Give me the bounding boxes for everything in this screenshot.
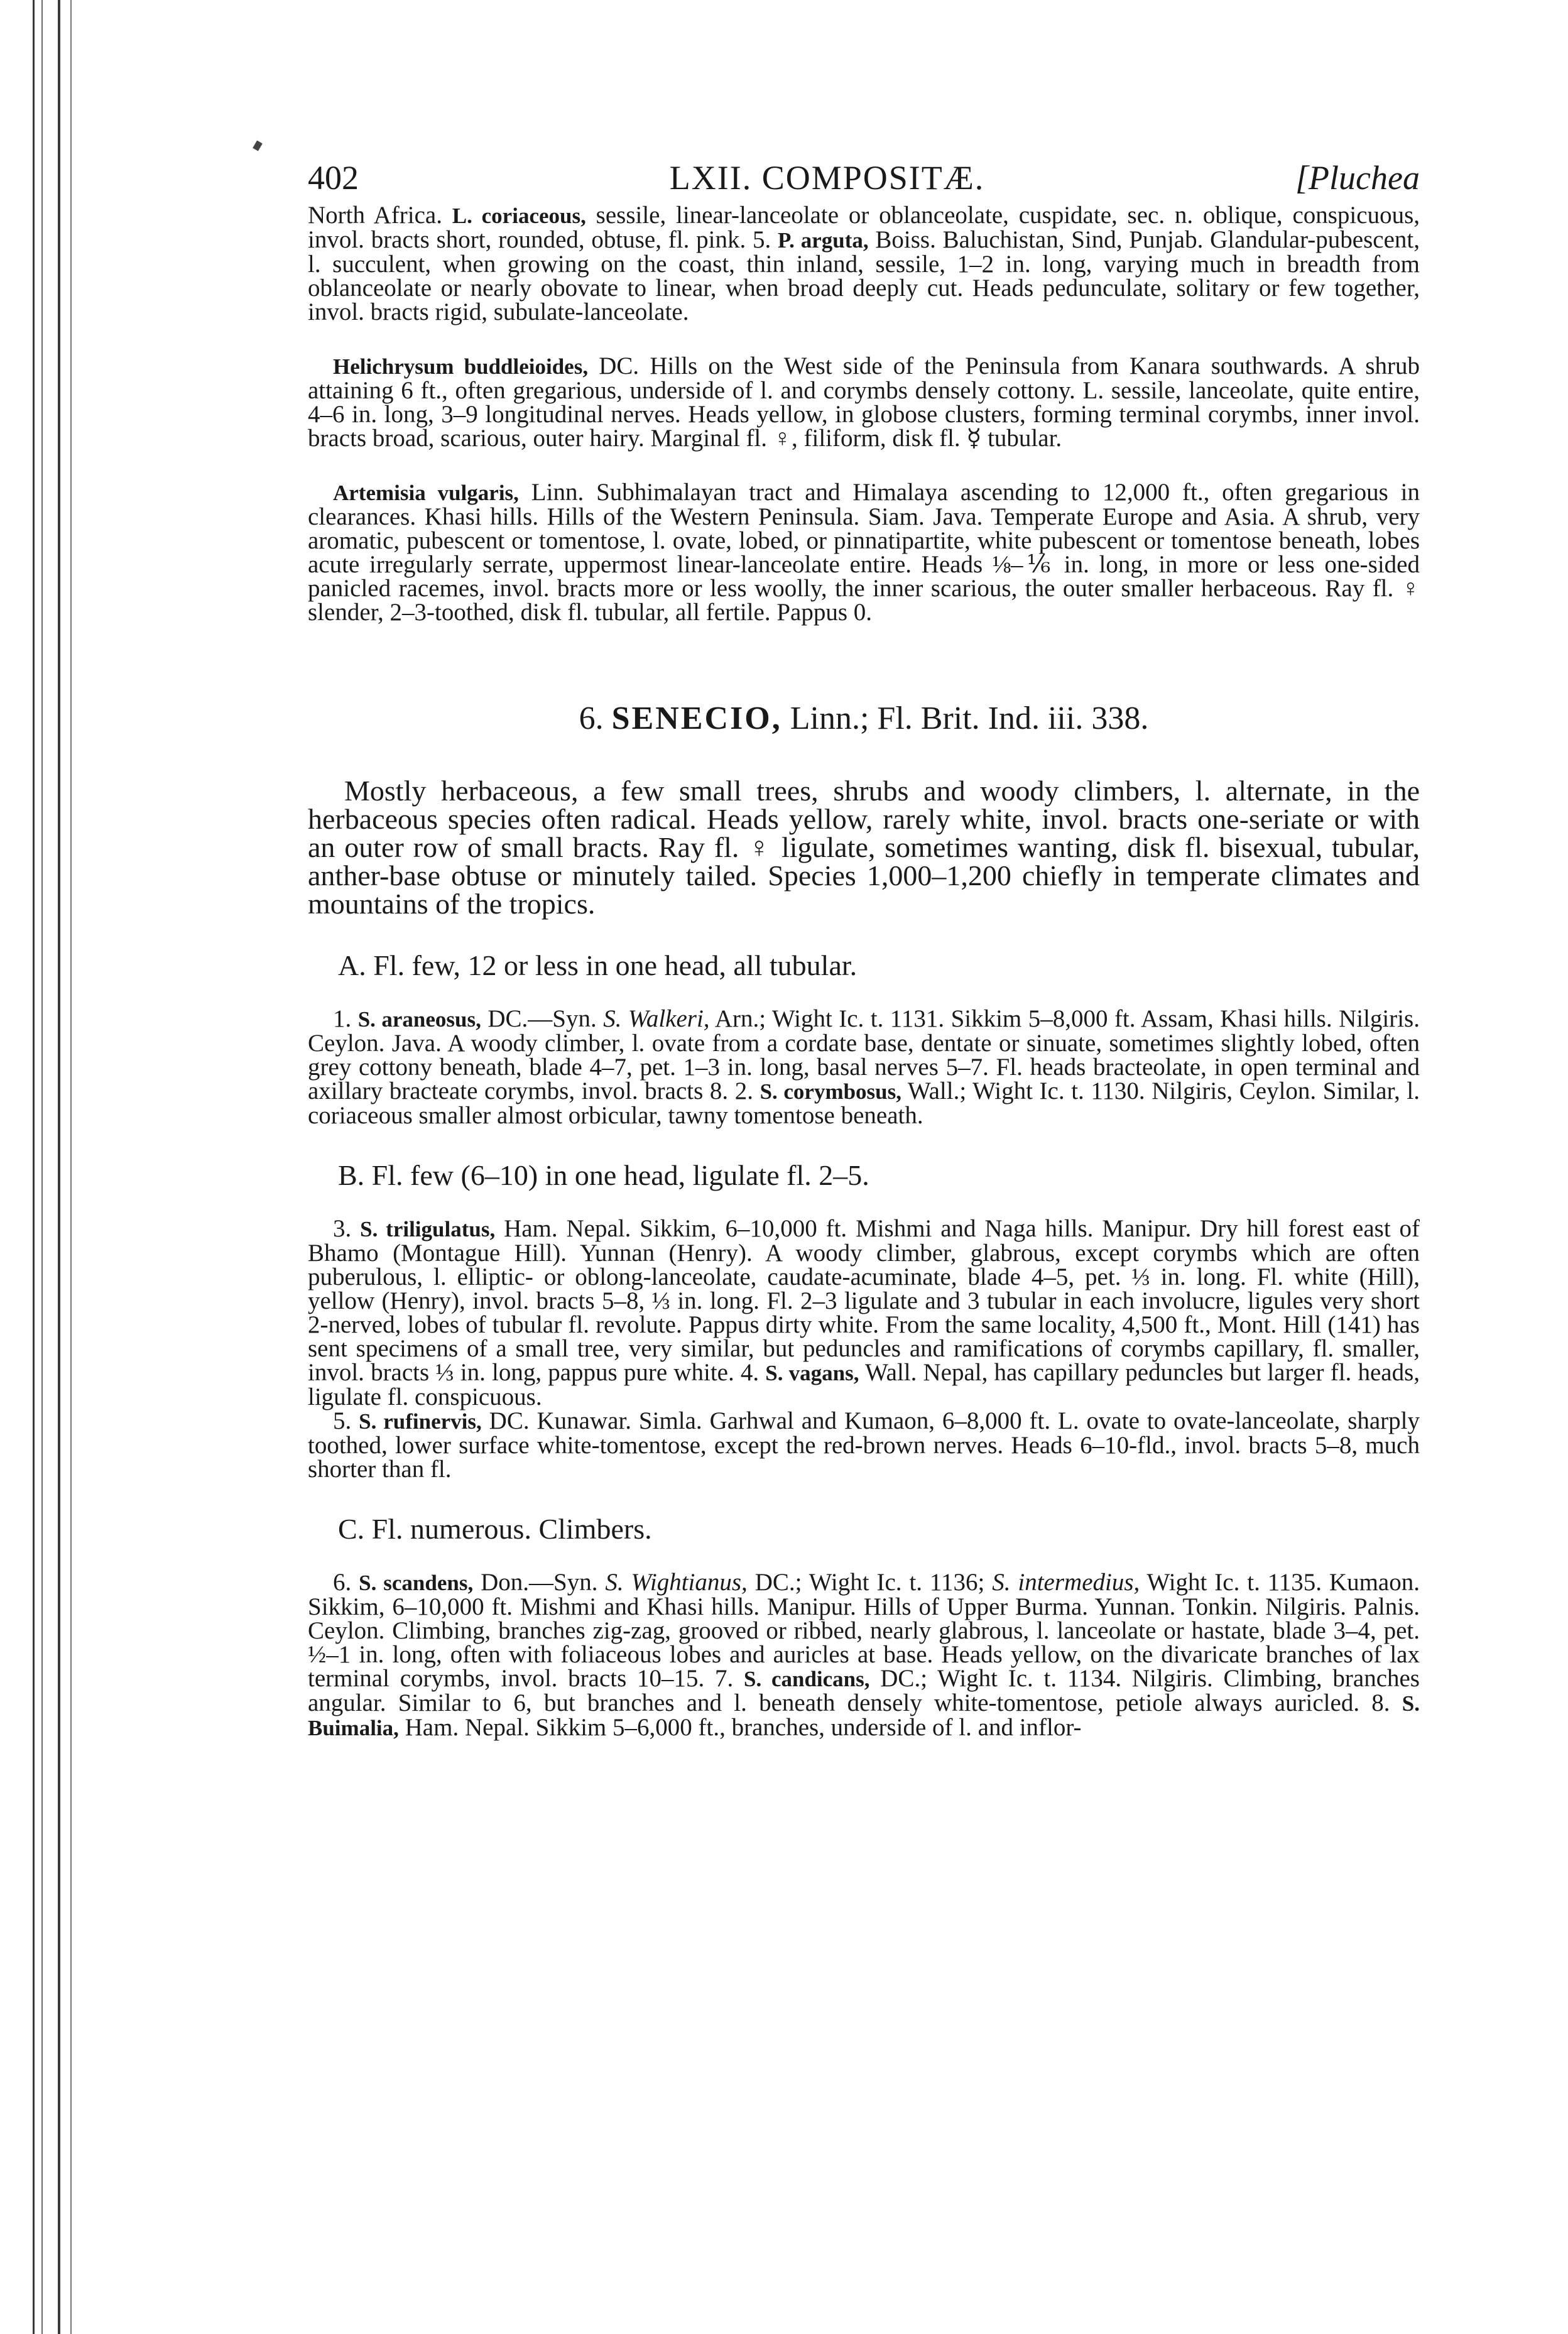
species-name: Artemisia vulgaris, <box>333 481 519 505</box>
text-run: DC.; Wight Ic. t. 1136; <box>747 1569 993 1596</box>
text-run: 6. <box>333 1569 359 1596</box>
text-run: Ham. Nepal. Sikkim 5–6,000 ft., branches, underside of l. and inflor- <box>398 1714 1082 1741</box>
synonym-name: S. Walkeri, <box>603 1005 710 1032</box>
text-run: Linn. Subhimalayan tract and Himalaya ascending to 12,000 ft., often gregarious in clearances. Khasi hills. Hills of the Western Peninsula. Siam. Java. Temperate Europe and Asia. A shrub, very aromatic, pubescent or tomentose, l. ovate, lobed, or pinnatipartite, white pubescent or tomentose beneath, lobes acute irregularly serrate, uppermost linear-lanceolate entire. Heads ⅛–⅙ in. long, in more or less one-sided panicled racemes, invol. bracts more or less woolly, the inner scarious, the outer smaller herbaceous. Ray fl. ♀ slender, 2–3-toothed, disk fl. tubular, all fertile. Pappus 0. <box>308 479 1420 626</box>
text-run: Wight Ic. t. 1135. Kumaon. Sikkim, 6–10,000 ft. Mishmi and Khasi hills. Manipur. Hills of Upper Burma. Yunnan. Tonkin. Nilgiris. Palnis. Ceylon. Climbing, branches zig-zag, grooved or ribbed, nearly glabrous, l. lanceolate or hastate, blade 3–4, pet. ½–1 in. long, often with foliaceous lobes and auricles at base. Heads yellow, on the divaricate branches of lax terminal corymbs, invol. bracts 10–15. 7. <box>308 1569 1420 1692</box>
scan-edge-line <box>70 0 72 2334</box>
paragraph-helichrysum <box>308 354 1420 450</box>
section-heading-a: A. Fl. few, 12 or less in one head, all tubular. <box>338 949 858 981</box>
species-name: S. rufinervis, <box>359 1409 482 1434</box>
genus-heading <box>308 700 1420 738</box>
synonym-name: S. intermedius, <box>992 1569 1140 1596</box>
species-name: Helichrysum buddleioides, <box>333 354 589 379</box>
paragraph-launaea <box>308 204 1420 324</box>
text-run: DC.—Syn. <box>481 1005 604 1032</box>
species-name: S. scandens, <box>359 1571 474 1595</box>
running-head: [Pluchea <box>1295 159 1420 197</box>
text-run: North Africa. <box>308 202 452 229</box>
species-name: S. corymbosus, <box>760 1079 902 1104</box>
genus-description: Mostly herbaceous, a few small trees, shrubs and woody climbers, l. alternate, in the herbaceous species often radical. Heads yellow, rarely white, invol. bracts one-seriate or with an outer row of small bracts. Ray fl. ♀ ligulate, sometimes wanting, disk fl. bisexual, tubular, anther-base obtuse or minutely tailed. Species 1,000–1,200 chiefly in temperate climates and mountains of the tropics. <box>308 775 1420 920</box>
species-name: S. triligulatus, <box>360 1217 496 1241</box>
page-header <box>308 157 1420 199</box>
text-run: DC. Kunawar. Simla. Garhwal and Kumaon, 6–8,000 ft. L. ovate to ovate-lanceolate, sharply toothed, lower surface white-tomentose, except the red-brown nerves. Heads 6–10-fld., invol. bracts 5–8, much shorter than fl. <box>308 1407 1420 1483</box>
text-run: 5. <box>333 1407 359 1434</box>
paragraph-section-a <box>308 1007 1420 1128</box>
scan-edge-line <box>33 0 35 2334</box>
scan-edge-line <box>41 0 43 2334</box>
text-run: Wall.; Wight Ic. t. 1130. Nilgiris, Ceylon. Similar, l. coriaceous smaller almost orbicular, tawny tomentose beneath. <box>308 1077 1420 1129</box>
text-run: DC.; Wight Ic. t. 1134. Nilgiris. Climbing, branches angular. Similar to 6, but branches and l. beneath densely white-tomentose, petiole always auricled. 8. <box>308 1665 1420 1716</box>
species-name: P. arguta, <box>778 228 869 253</box>
paragraph-section-b-rufinervis <box>308 1409 1420 1481</box>
genus-number: 6. <box>579 701 612 736</box>
paragraph-artemisia <box>308 481 1420 624</box>
genus-authority: Linn.; Fl. Brit. Ind. iii. 338. <box>781 701 1149 736</box>
page-number: 402 <box>308 159 359 197</box>
chapter-title: LXII. COMPOSITÆ. <box>669 159 985 197</box>
scan-edge-line <box>58 0 60 2334</box>
text-run: 3. <box>333 1215 361 1242</box>
text-run: Wall. Nepal, has capillary peduncles but larger fl. heads, ligulate fl. conspicuous. <box>308 1359 1420 1410</box>
species-name: L. coriaceous, <box>452 204 586 228</box>
text-run: 1. <box>333 1005 358 1032</box>
synonym-name: S. Wightianus, <box>605 1569 748 1596</box>
paragraph-section-b <box>308 1217 1420 1409</box>
book-page <box>308 157 1420 1740</box>
species-name: S. araneosus, <box>357 1007 481 1032</box>
section-heading-b: B. Fl. few (6–10) in one head, ligulate fl. 2–5. <box>338 1159 869 1191</box>
species-name: S. candicans, <box>744 1667 870 1691</box>
text-run: DC. Hills on the West side of the Peninsula from Kanara southwards. A shrub attaining 6 ft., often gregarious, underside of l. and corymbs densely cottony. L. sessile, lanceolate, quite entire, 4–6 in. long, 3–9 longitudinal nerves. Heads yellow, in globose clusters, forming terminal corymbs, inner invol. bracts broad, scarious, outer hairy. Marginal fl. ♀, filiform, disk fl. ☿ tubular. <box>308 352 1420 452</box>
species-name: S. vagans, <box>765 1361 859 1385</box>
text-run: Ham. Nepal. Sikkim, 6–10,000 ft. Mishmi and Naga hills. Manipur. Dry hill forest east of Bhamo (Montague Hill). Yunnan (Henry). A woody climber, glabrous, except corymbs which are often puberulous, l. elliptic- or oblong-lanceolate, caudate-acuminate, blade 4–5, pet. ⅓ in. long. Fl. white (Hill), yellow (Henry), invol. bracts 5–8, ⅓ in. long. Fl. 2–3 ligulate and 3 tubular in each involucre, ligules very short 2-nerved, lobes of tubular fl. revolute. Pappus dirty white. From the same locality, 4,500 ft., Mont. Hill (141) has sent specimens of a small tree, very similar, but peduncles and ramifications of corymbs capillary, fl. smaller, invol. bracts ⅓ in. long, pappus pure white. 4. <box>308 1215 1420 1386</box>
paragraph-section-c <box>308 1571 1420 1740</box>
genus-name: SENECIO, <box>611 701 782 736</box>
text-run: Boiss. Baluchistan, Sind, Punjab. Glandular-pubescent, l. succulent, when growing on the coast, thin inland, sessile, 1–2 in. long, varying much in breadth from oblanceolate or nearly obovate to linear, when broad deeply cut. Heads pedunculate, solitary or few together, invol. bracts rigid, subulate-lanceolate. <box>308 226 1420 325</box>
text-run: Don.—Syn. <box>473 1569 606 1596</box>
text-run: sessile, linear-lanceolate or oblanceolate, cuspidate, sec. n. oblique, conspicuous, invol. bracts short, rounded, obtuse, fl. pink. 5. <box>308 202 1420 253</box>
ink-mark <box>253 140 263 151</box>
text-run: Arn.; Wight Ic. t. 1131. Sikkim 5–8,000 ft. Assam, Khasi hills. Nilgiris. Ceylon. Java. A woody climber, l. ovate from a cordate base, dentate or sinuate, sometimes slightly lobed, often grey cottony beneath, blade 4–7, pet. 1–3 in. long, basal nerves 5–7. Fl. heads bracteolate, in open terminal and axillary bracteate corymbs, invol. bracts 8. 2. <box>308 1005 1420 1104</box>
species-name: S. Buimalia, <box>308 1691 1420 1740</box>
section-heading-c: C. Fl. numerous. Climbers. <box>338 1513 652 1545</box>
